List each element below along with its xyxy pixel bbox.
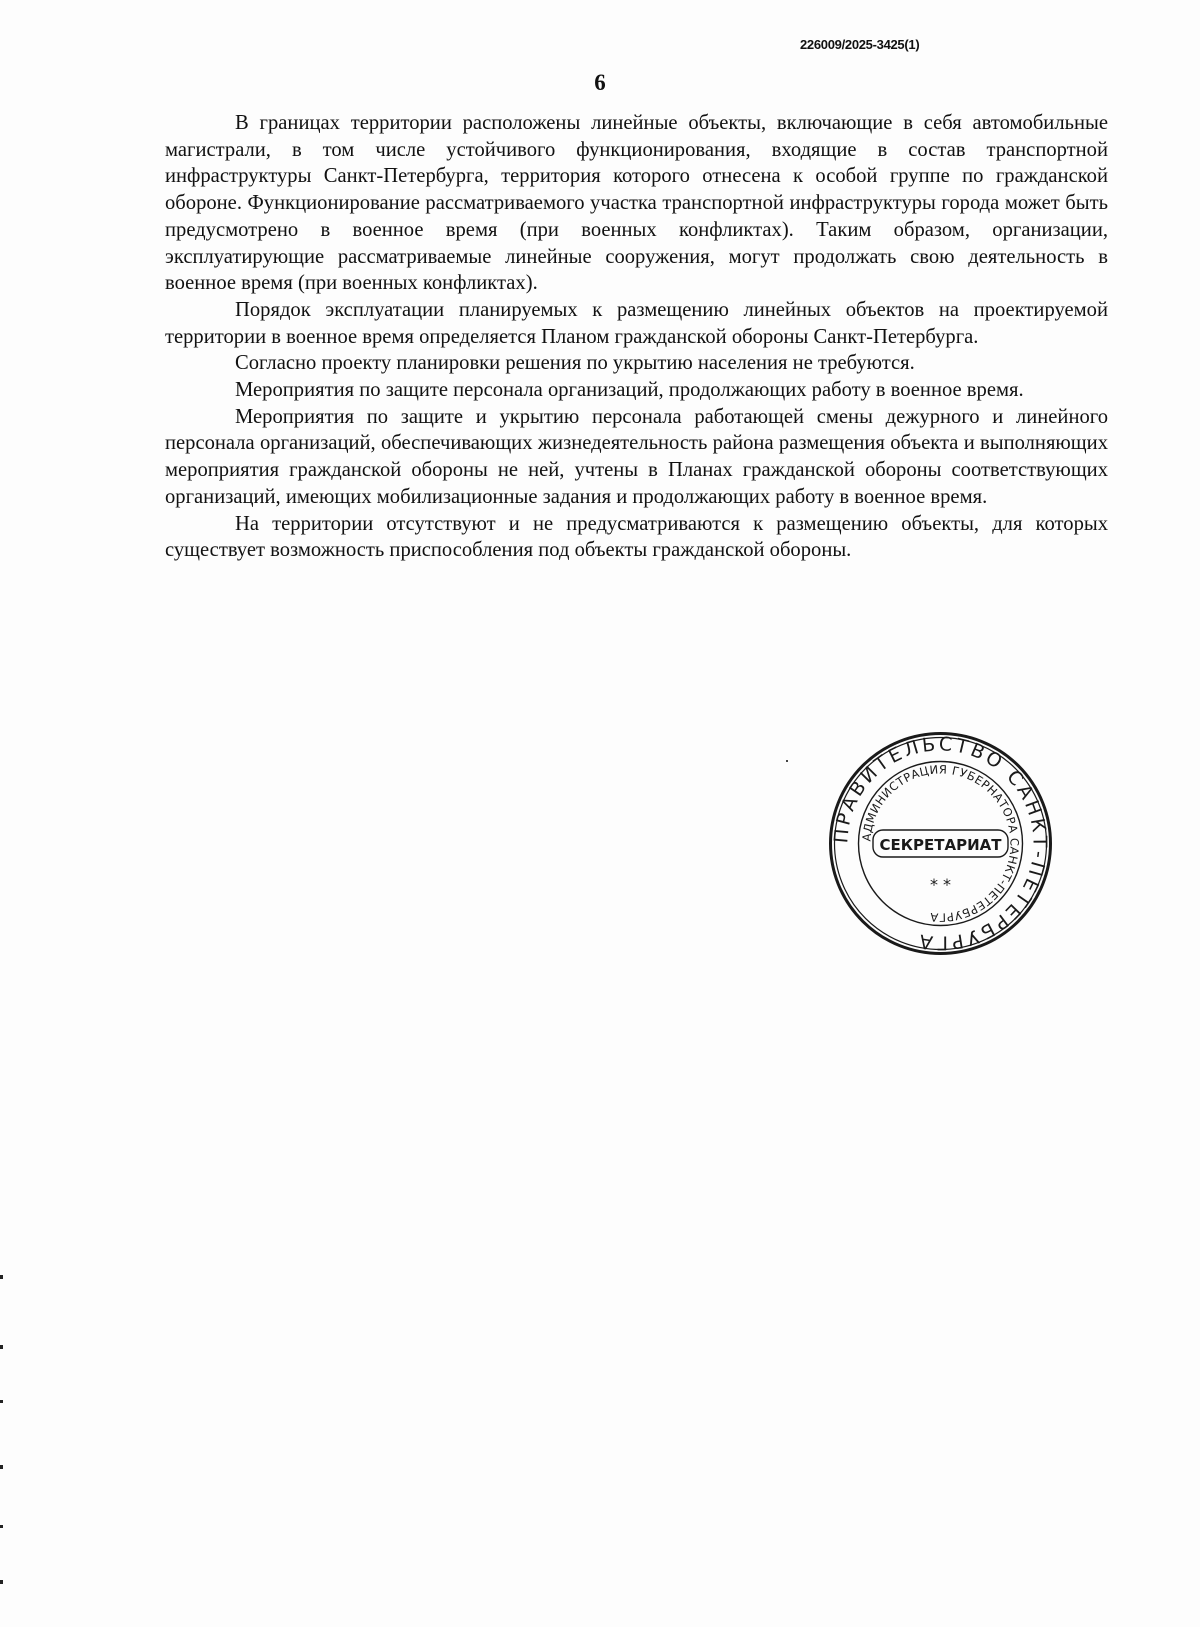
scan-speck [786,760,788,762]
seal-center-text: СЕКРЕТАРИАТ [879,836,1002,854]
scan-edge-mark [0,1580,3,1584]
scan-edge-mark [0,1465,3,1469]
document-registration-number: 226009/2025-3425(1) [800,37,920,52]
document-body [165,110,1108,564]
scan-edge-mark [0,1275,3,1279]
paragraph-staff-protection-heading: Мероприятия по защите персонала организаций, продолжающих работу в военное время. [235,379,1024,402]
seal-stars: * * [929,875,952,894]
seal-outer-text: ПРАВИТЕЛЬСТВО САНКТ-ПЕТЕРБУРГА [830,733,1051,954]
scan-edge-mark [0,1400,3,1403]
page-number: 6 [594,70,606,95]
paragraph-no-objects: На территории отсутствуют и не предусматриваются к размещению объекты, для которых существует возможность приспособления под объекты гражданской обороны. [165,512,1108,562]
paragraph-population-shelter: Согласно проекту планировки решения по укрытию населения не требуются. [235,352,915,375]
scan-edge-mark [0,1525,3,1528]
paragraph-linear-objects: В границах территории расположены линейные объекты, включающие в себя автомобильные магистрали, в том числе устойчивого функционирования, входящие в состав транспортной инфраструктуры Санкт-Петербурга, территория которого отнесена к особой группе по гражданской обороне. Функционирование рассматриваемого участка транспортной инфраструктуры города может быть предусмотрено в военное время (при военных конфликтах). Таким образом, организации, эксплуатирующие рассматриваемые линейные сооружения, могут продолжать свою деятельность в военное время (при военных конфликтах). [165,112,1108,295]
scan-edge-mark [0,1345,3,1349]
paragraph-staff-protection-measures: Мероприятия по защите и укрытию персонала работающей смены дежурного и линейного персонала организаций, обеспечивающих жизнедеятельность района размещения объекта и выполняющих мероприятия гражданской обороны не ней, учтены в Планах гражданской обороны соответствующих организаций, имеющих мобилизационные задания и продолжающих работу в военное время. [165,405,1108,508]
seal-inner-text: АДМИНИСТРАЦИЯ ГУБЕРНАТОРА САНКТ-ПЕТЕРБУРГА [859,762,1022,925]
paragraph-operation-order: Порядок эксплуатации планируемых к размещению линейных объектов на проектируемой территории в военное время определяется Планом гражданской обороны Санкт-Петербурга. [165,298,1108,348]
official-seal-stamp [827,730,1054,957]
